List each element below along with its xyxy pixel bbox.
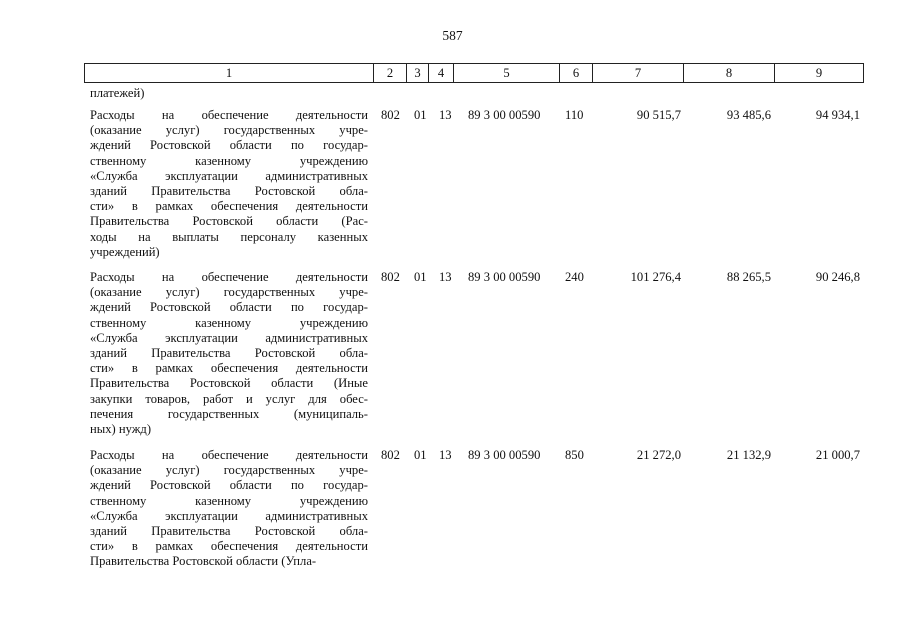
cell-c4: 13 xyxy=(439,448,452,462)
description-line: сти» в рамках обеспечения деятельности xyxy=(90,539,368,554)
description-line: «Служба эксплуатации административных xyxy=(90,330,368,345)
cell-c3: 01 xyxy=(414,108,427,122)
cell-c6: 850 xyxy=(565,448,584,462)
description-line: ственному казенному учреждению xyxy=(90,315,368,330)
description-line: закупки товаров, работ и услуг для обес- xyxy=(90,391,368,406)
cell-c5: 89 3 00 00590 xyxy=(468,270,541,284)
cell-c9: 94 934,1 xyxy=(815,108,860,122)
cell-c7: 21 272,0 xyxy=(636,448,681,462)
cell-c3: 01 xyxy=(414,270,427,284)
description-line: ственному казенному учреждению xyxy=(90,493,368,508)
description-line: сти» в рамках обеспечения деятельности xyxy=(90,199,368,214)
description-line: ных) нужд) xyxy=(90,421,152,436)
cell-c3: 01 xyxy=(414,448,427,462)
cell-c6: 110 xyxy=(565,108,584,122)
header-col-8: 8 xyxy=(683,64,774,82)
description-line: Правительства Ростовской области (Упла- xyxy=(90,554,317,569)
row-description xyxy=(90,108,368,260)
table-header xyxy=(84,63,864,83)
cell-c6: 240 xyxy=(565,270,584,284)
cell-c9: 21 000,7 xyxy=(815,448,860,462)
cell-c2: 802 xyxy=(381,448,400,462)
continuation-text: платежей) xyxy=(90,86,145,100)
description-line: (оказание услуг) государственных учре- xyxy=(90,463,368,478)
description-line: (оказание услуг) государственных учре- xyxy=(90,285,368,300)
cell-c8: 21 132,9 xyxy=(726,448,771,462)
header-col-5: 5 xyxy=(453,64,559,82)
cell-c4: 13 xyxy=(439,270,452,284)
description-line: ждений Ростовской области по государ- xyxy=(90,478,368,493)
row-description xyxy=(90,448,368,570)
cell-c5: 89 3 00 00590 xyxy=(468,448,541,462)
description-line: зданий Правительства Ростовской обла- xyxy=(90,523,368,538)
header-col-2: 2 xyxy=(373,64,406,82)
description-line: зданий Правительства Ростовской обла- xyxy=(90,345,368,360)
description-line: Правительства Ростовской области (Рас- xyxy=(90,214,368,229)
cell-c9: 90 246,8 xyxy=(815,270,860,284)
description-line: сти» в рамках обеспечения деятельности xyxy=(90,361,368,376)
cell-c7: 90 515,7 xyxy=(636,108,681,122)
description-line: «Служба эксплуатации административных xyxy=(90,168,368,183)
description-line: ждений Ростовской области по государ- xyxy=(90,138,368,153)
cell-c2: 802 xyxy=(381,108,400,122)
description-line: ходы на выплаты персоналу казенных xyxy=(90,229,368,244)
description-line: печения государственных (муниципаль- xyxy=(90,406,368,421)
header-col-1: 1 xyxy=(225,66,233,80)
description-line: зданий Правительства Ростовской обла- xyxy=(90,183,368,198)
cell-c8: 88 265,5 xyxy=(726,270,771,284)
description-line: Расходы на обеспечение деятельности xyxy=(90,108,368,122)
header-col-4: 4 xyxy=(428,64,453,82)
description-line: Расходы на обеспечение деятельности xyxy=(90,448,368,462)
cell-c4: 13 xyxy=(439,108,452,122)
header-col-3: 3 xyxy=(406,64,428,82)
description-line: Правительства Ростовской области (Иные xyxy=(90,376,368,391)
description-line: «Служба эксплуатации административных xyxy=(90,508,368,523)
description-line: ждений Ростовской области по государ- xyxy=(90,300,368,315)
description-line: ственному казенному учреждению xyxy=(90,153,368,168)
description-line: учреждений) xyxy=(90,244,160,259)
description-line: Расходы на обеспечение деятельности xyxy=(90,270,368,284)
page-number: 587 xyxy=(442,28,463,43)
cell-c7: 101 276,4 xyxy=(630,270,681,284)
cell-c8: 93 485,6 xyxy=(726,108,771,122)
cell-c2: 802 xyxy=(381,270,400,284)
description-line: (оказание услуг) государственных учре- xyxy=(90,123,368,138)
header-col-6: 6 xyxy=(559,64,592,82)
row-description xyxy=(90,270,368,437)
cell-c5: 89 3 00 00590 xyxy=(468,108,541,122)
header-col-9: 9 xyxy=(774,64,863,82)
header-col-7: 7 xyxy=(592,64,683,82)
